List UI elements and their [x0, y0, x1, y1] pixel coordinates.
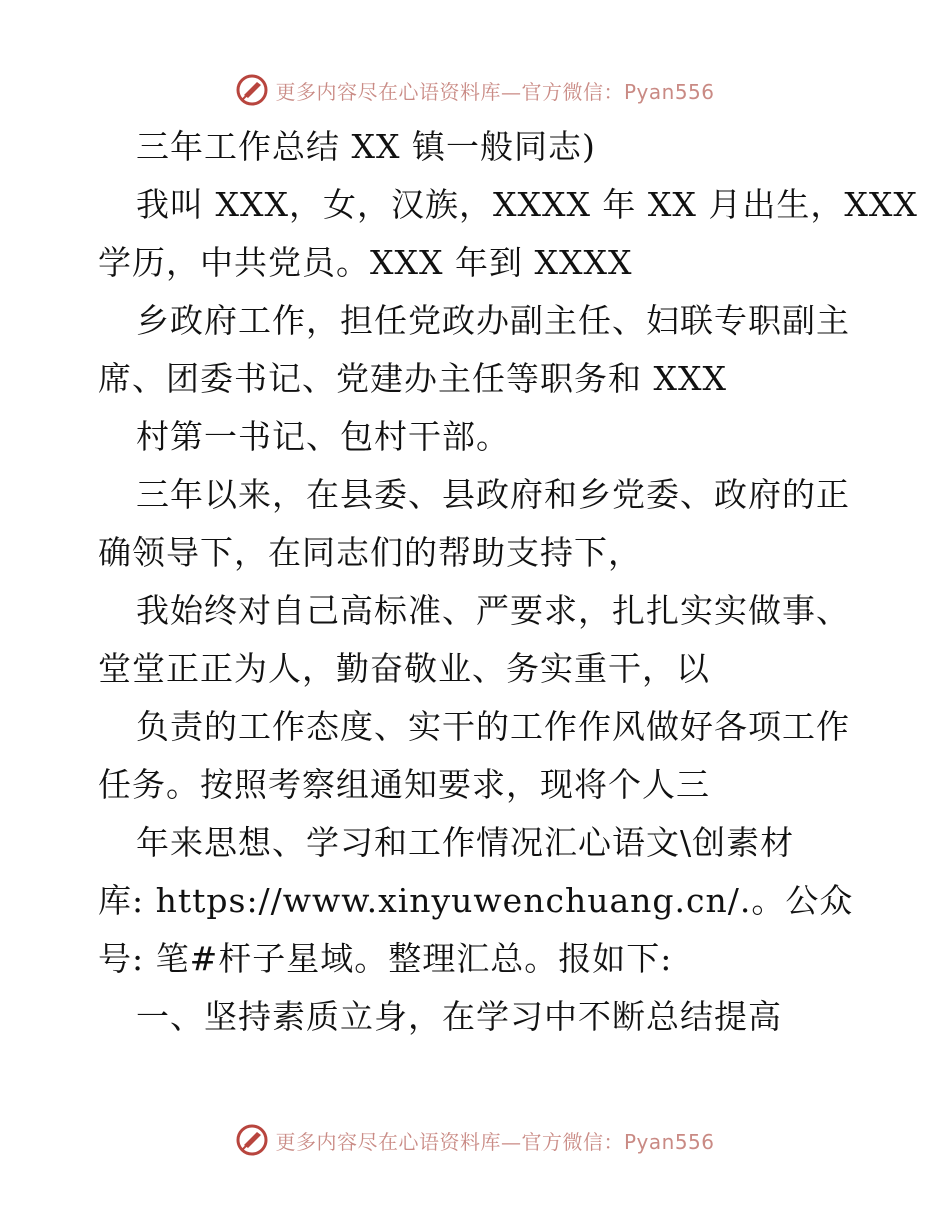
text-line: 负责的工作态度、实干的工作作风做好各项工作: [136, 707, 850, 746]
text-line: 堂堂正正为人，勤奋敬业、务实重干，以: [98, 649, 710, 688]
text-line: 一、坚持素质立身，在学习中不断总结提高: [136, 997, 782, 1036]
red-seal-logo-icon: [235, 1123, 269, 1157]
footer-watermark: [0, 1120, 950, 1160]
header-watermark-text: 更多内容尽在心语资料库—官方微信：Pyan556: [275, 79, 715, 104]
text-line: 三年以来，在县委、县政府和乡党委、政府的正: [136, 475, 850, 514]
text-line: 确领导下，在同志们的帮助支持下，: [98, 533, 642, 572]
text-line: 学历，中共党员。XXX 年到 XXXX: [98, 243, 633, 282]
footer-watermark-text: 更多内容尽在心语资料库—官方微信：Pyan556: [275, 1129, 715, 1154]
text-line: 村第一书记、包村干部。: [136, 417, 510, 456]
header-watermark: [0, 70, 950, 110]
text-line: 号: 笔#杆子星域。整理汇总。报如下:: [98, 939, 673, 978]
text-line: 年来思想、学习和工作情况汇心语文\创素材: [136, 823, 795, 862]
header-watermark-handle: Pyan556: [623, 79, 715, 104]
text-line: 三年工作总结 XX 镇一般同志): [136, 127, 596, 166]
text-line: 乡政府工作，担任党政办副主任、妇联专职副主: [136, 301, 850, 340]
text-line: 任务。按照考察组通知要求，现将个人三: [98, 765, 710, 804]
red-seal-logo-icon: [235, 73, 269, 107]
text-line: 库: https://www.xinyuwenchuang.cn/.。公众: [98, 881, 854, 920]
text-line: 我叫 XXX，女，汉族，XXXX 年 XX 月出生，XXX: [136, 185, 918, 224]
text-line: 席、团委书记、党建办主任等职务和 XXX: [98, 359, 727, 398]
text-line: 我始终对自己高标准、严要求，扎扎实实做事、: [136, 591, 850, 630]
footer-watermark-handle: Pyan556: [623, 1129, 715, 1154]
document-body: [98, 118, 918, 1046]
